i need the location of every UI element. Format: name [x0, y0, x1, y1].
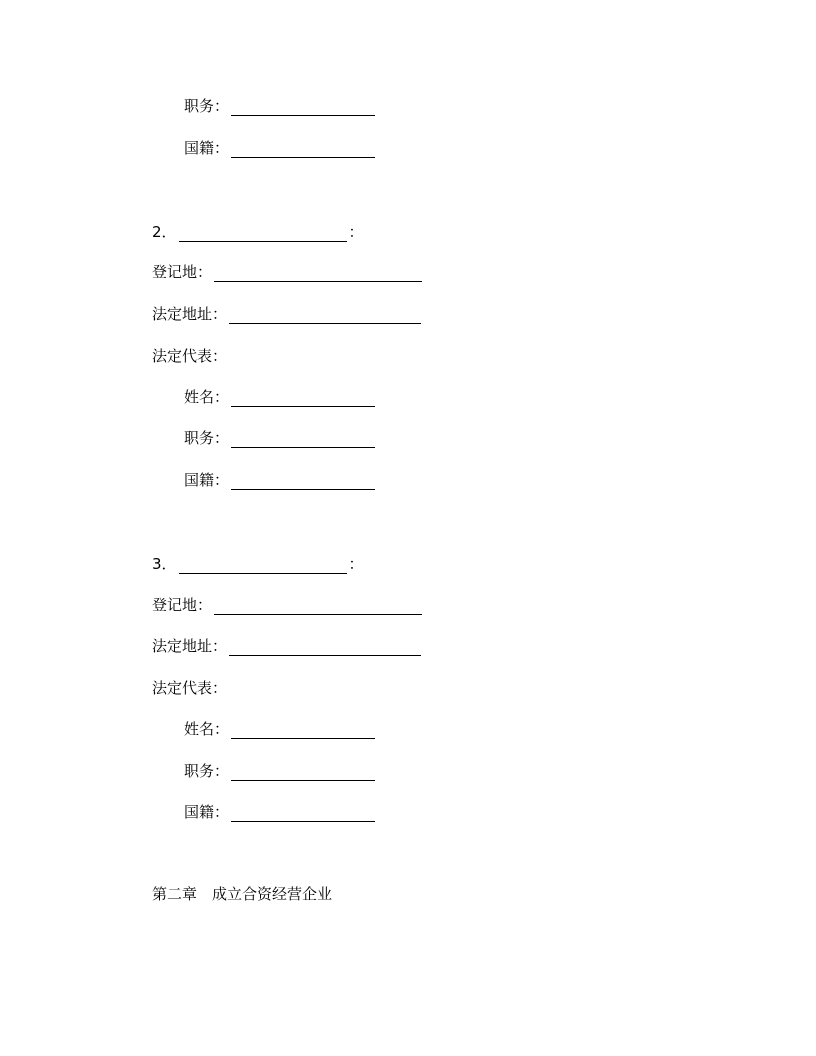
party2-position-row	[184, 428, 375, 448]
party3-legal-representative-row	[152, 678, 227, 698]
party3-heading	[152, 554, 364, 574]
party3-legal-representative-label: 法定代表：	[152, 679, 228, 697]
party2-name-blank[interactable]	[179, 223, 347, 242]
party3-registered-place-blank[interactable]	[214, 596, 422, 615]
chapter-two-heading: 第二章 成立合资经营企业	[152, 885, 333, 903]
position-row	[184, 96, 375, 116]
party2-legal-representative-label: 法定代表：	[152, 347, 228, 365]
party2-name-row	[184, 387, 375, 407]
party2-nationality-blank[interactable]	[231, 471, 375, 490]
party2-legal-address-label: 法定地址：	[152, 305, 228, 323]
party2-name-label: 姓名：	[184, 388, 230, 406]
party2-legal-representative-row	[152, 346, 227, 366]
party2-legal-address-row	[152, 304, 421, 324]
party3-legal-address-label: 法定地址：	[152, 637, 228, 655]
party3-position-label: 职务：	[184, 762, 230, 780]
party3-registered-place-label: 登记地：	[152, 596, 213, 614]
party2-colon: ：	[348, 223, 364, 241]
party3-legal-address-blank[interactable]	[229, 637, 421, 656]
party3-colon: ：	[348, 555, 364, 573]
party2-registered-place-row	[152, 262, 422, 282]
nationality-blank[interactable]	[231, 139, 375, 158]
party3-number: 3．	[152, 555, 177, 573]
party3-registered-place-row	[152, 595, 422, 615]
position-blank[interactable]	[231, 97, 375, 116]
party2-registered-place-label: 登记地：	[152, 263, 213, 281]
party3-rep-name-blank[interactable]	[231, 720, 375, 739]
position-label: 职务：	[184, 97, 230, 115]
party3-legal-address-row	[152, 636, 421, 656]
party2-nationality-label: 国籍：	[184, 471, 230, 489]
party2-rep-name-blank[interactable]	[231, 388, 375, 407]
party2-nationality-row	[184, 470, 375, 490]
party3-nationality-label: 国籍：	[184, 803, 230, 821]
party2-heading	[152, 222, 364, 242]
party2-position-blank[interactable]	[231, 429, 375, 448]
party2-registered-place-blank[interactable]	[214, 263, 422, 282]
party3-name-row	[184, 719, 375, 739]
party3-position-row	[184, 761, 375, 781]
party3-position-blank[interactable]	[231, 762, 375, 781]
party2-number: 2．	[152, 223, 177, 241]
nationality-row	[184, 138, 375, 158]
party3-nationality-row	[184, 802, 375, 822]
nationality-label: 国籍：	[184, 139, 230, 157]
party3-nationality-blank[interactable]	[231, 803, 375, 822]
party2-position-label: 职务：	[184, 429, 230, 447]
party3-name-label: 姓名：	[184, 720, 230, 738]
party2-legal-address-blank[interactable]	[229, 305, 421, 324]
party3-name-blank[interactable]	[179, 555, 347, 574]
